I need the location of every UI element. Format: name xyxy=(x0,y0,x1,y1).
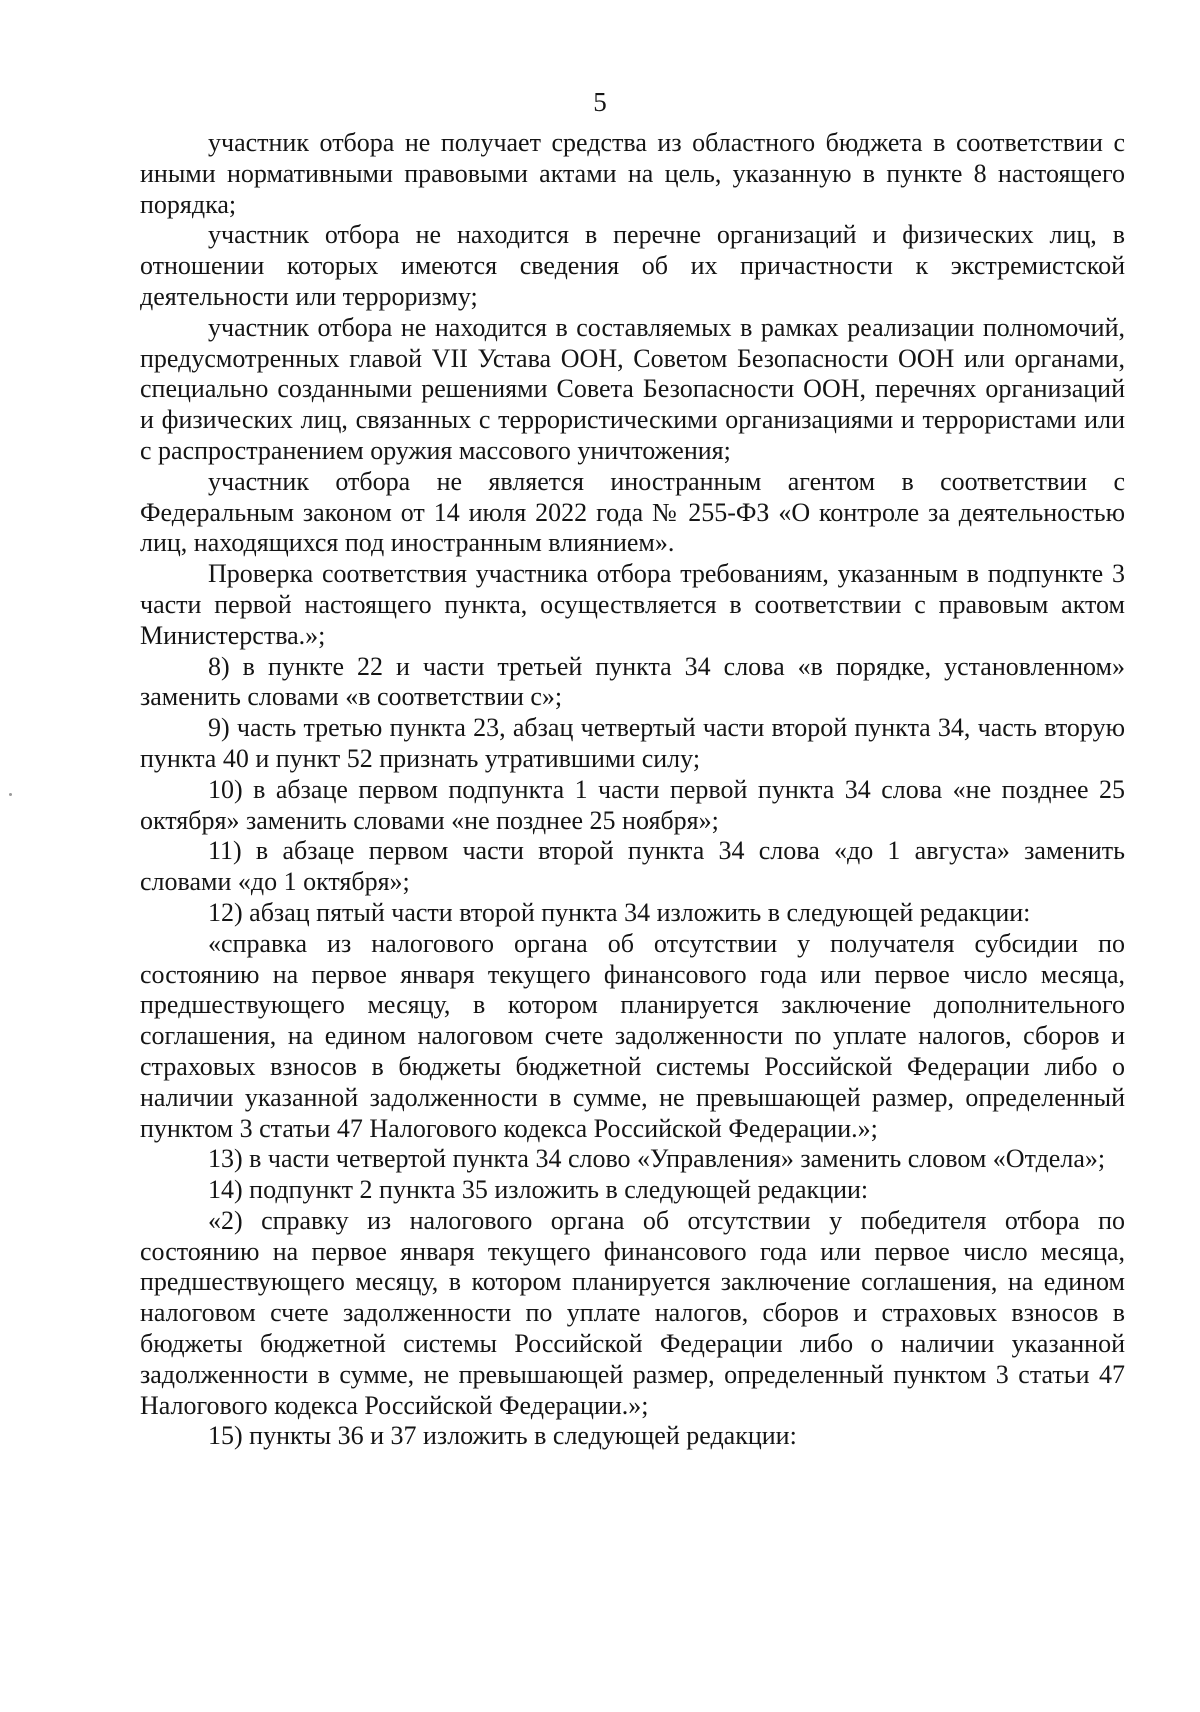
paragraph-15: 15) пункты 36 и 37 изложить в следующей редакции: xyxy=(208,1421,797,1451)
paragraph-4: участник отбора не является иностранным агентом в соответствии с Федеральным законом от 14 июля 2022 года № 255-ФЗ «О контроле за деятельностью лиц, находящихся под иностранным влиянием». xyxy=(140,466,1125,558)
paragraph-12: 13) в части четвертой пункта 34 слово «Управления» заменить словом «Отдела»; xyxy=(208,1144,1106,1174)
document-body xyxy=(140,128,1125,1452)
paragraph-9: 11) в абзаце первом части второй пункта 34 слова «до 1 августа» заменить словами «до 1 октября»; xyxy=(140,836,1125,897)
paragraph-3: участник отбора не находится в составляемых в рамках реализации полномочий, предусмотренных главой VII Устава ООН, Советом Безопасности ООН или органами, специально созданными решениями Совета Безопасности ООН, перечнях организаций и физических лиц, связанных с террористическими организациями и террористами или с распространением оружия массового уничтожения; xyxy=(140,312,1125,465)
paragraph-11: «справка из налогового органа об отсутствии у получателя субсидии по состоянию на первое января текущего финансового года или первое число месяца, предшествующего месяцу, в котором планируется заключение дополнительного соглашения, на едином налоговом счете задолженности по уплате налогов, сборов и страховых взносов в бюджеты бюджетной системы Российской Федерации либо о наличии указанной задолженности в сумме, не превышающей размер, определенный пунктом 3 статьи 47 Налогового кодекса Российской Федерации.»; xyxy=(140,928,1125,1143)
paragraph-6: 8) в пункте 22 и части третьей пункта 34 слова «в порядке, установленном» заменить словами «в соответствии с»; xyxy=(140,651,1125,712)
paragraph-14: «2) справку из налогового органа об отсутствии у победителя отбора по состоянию на первое января текущего финансового года или первое число месяца, предшествующего месяцу, в котором планируется заключение соглашения, на едином налоговом счете задолженности по уплате налогов, сборов и страховых взносов в бюджеты бюджетной системы Российской Федерации либо о наличии указанной задолженности в сумме, не превышающей размер, определенный пунктом 3 статьи 47 Налогового кодекса Российской Федерации.»; xyxy=(140,1205,1125,1420)
paragraph-1: участник отбора не получает средства из областного бюджета в соответствии с иными нормативными правовыми актами на цель, указанную в пункте 8 настоящего порядка; xyxy=(140,128,1125,219)
paragraph-5: Проверка соответствия участника отбора требованиям, указанным в подпункте 3 части первой настоящего пункта, осуществляется в соответствии с правовым актом Министерства.»; xyxy=(140,559,1125,650)
page-number: 5 xyxy=(593,87,607,117)
paragraph-10: 12) абзац пятый части второй пункта 34 изложить в следующей редакции: xyxy=(208,897,1031,927)
paragraph-7: 9) часть третью пункта 23, абзац четвертый части второй пункта 34, часть вторую пункта 40 и пункт 52 признать утратившими силу; xyxy=(140,713,1125,773)
paragraph-8: 10) в абзаце первом подпункта 1 части первой пункта 34 слова «не позднее 25 октября» заменить словами «не позднее 25 ноября»; xyxy=(140,774,1125,835)
paragraph-2: участник отбора не находится в перечне организаций и физических лиц, в отношении которых имеются сведения об их причастности к экстремистской деятельности или терроризму; xyxy=(140,220,1125,311)
margin-mark xyxy=(9,793,12,796)
paragraph-13: 14) подпункт 2 пункта 35 изложить в следующей редакции: xyxy=(208,1175,869,1205)
